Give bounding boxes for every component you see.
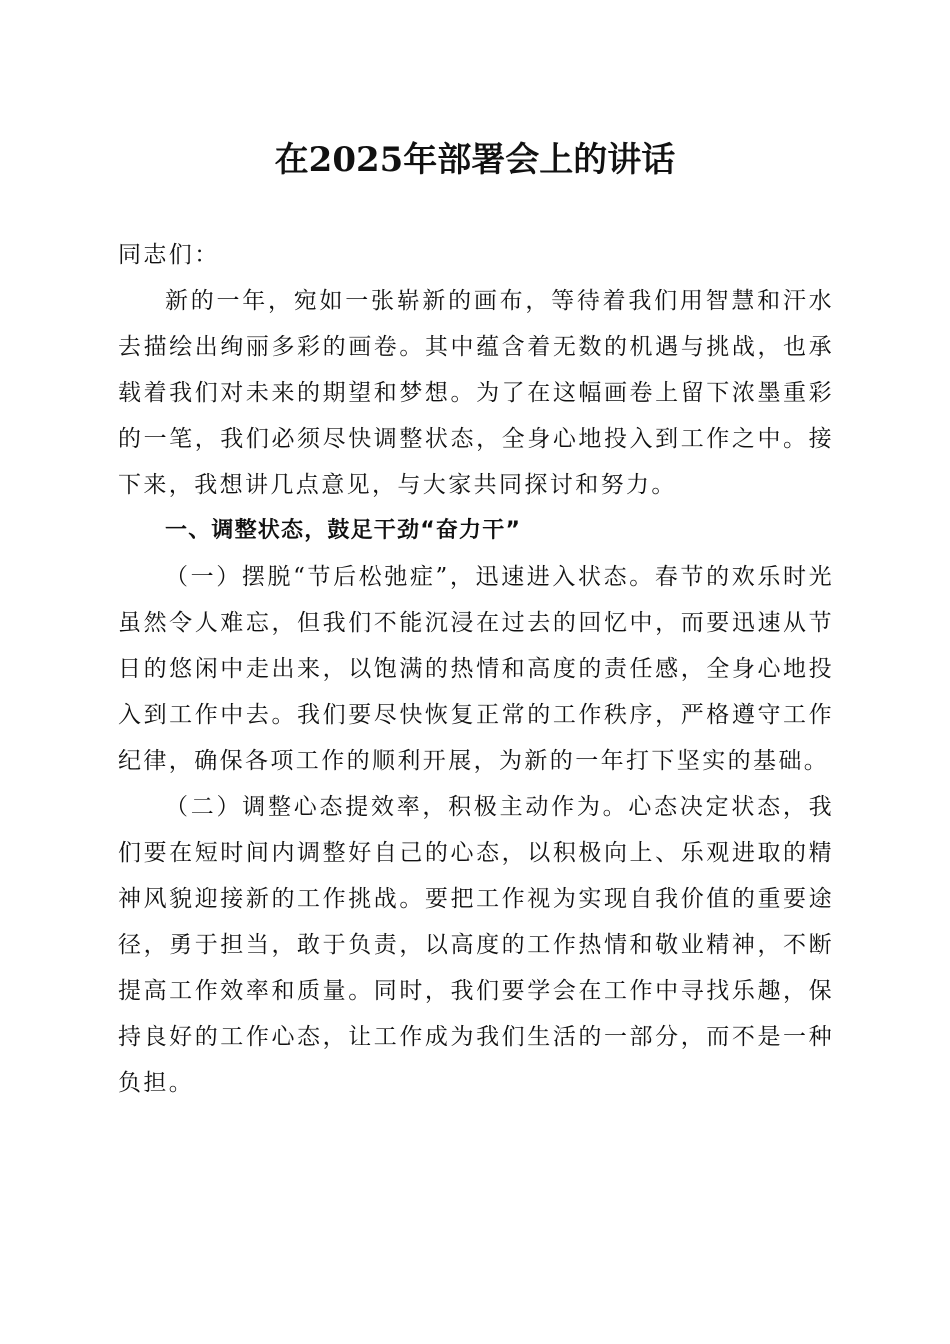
document-body xyxy=(118,232,834,1106)
section1-paragraph-1: （一）摆脱“节后松弛症”，迅速进入状态。春节的欢乐时光虽然令人难忘，但我们不能沉浸在过去的回忆中，而要迅速从节日的悠闲中走出来，以饱满的热情和高度的责任感，全身心地投入到工作中去。我们要尽快恢复正常的工作秩序，严格遵守工作纪律，确保各项工作的顺利开展，为新的一年打下坚实的基础。 xyxy=(118,564,834,774)
document-title: 在2025年部署会上的讲话 xyxy=(274,140,676,180)
section-heading-1: 一、调整状态，鼓足干劲“奋力干” xyxy=(165,518,522,543)
section1-paragraph-2: （二）调整心态提效率，积极主动作为。心态决定状态，我们要在短时间内调整好自己的心态，以积极向上、乐观进取的精神风貌迎接新的工作挑战。要把工作视为实现自我价值的重要途径，勇于担当，敢于负责，以高度的工作热情和敬业精神，不断提高工作效率和质量。同时，我们要学会在工作中寻找乐趣，保持良好的工作心态，让工作成为我们生活的一部分，而不是一种负担。 xyxy=(118,794,834,1096)
intro-paragraph: 新的一年，宛如一张崭新的画布，等待着我们用智慧和汗水去描绘出绚丽多彩的画卷。其中蕴含着无数的机遇与挑战，也承载着我们对未来的期望和梦想。为了在这幅画卷上留下浓墨重彩的一笔，我们必须尽快调整状态，全身心地投入到工作之中。接下来，我想讲几点意见，与大家共同探讨和努力。 xyxy=(118,288,834,498)
salutation: 同志们： xyxy=(118,242,220,268)
